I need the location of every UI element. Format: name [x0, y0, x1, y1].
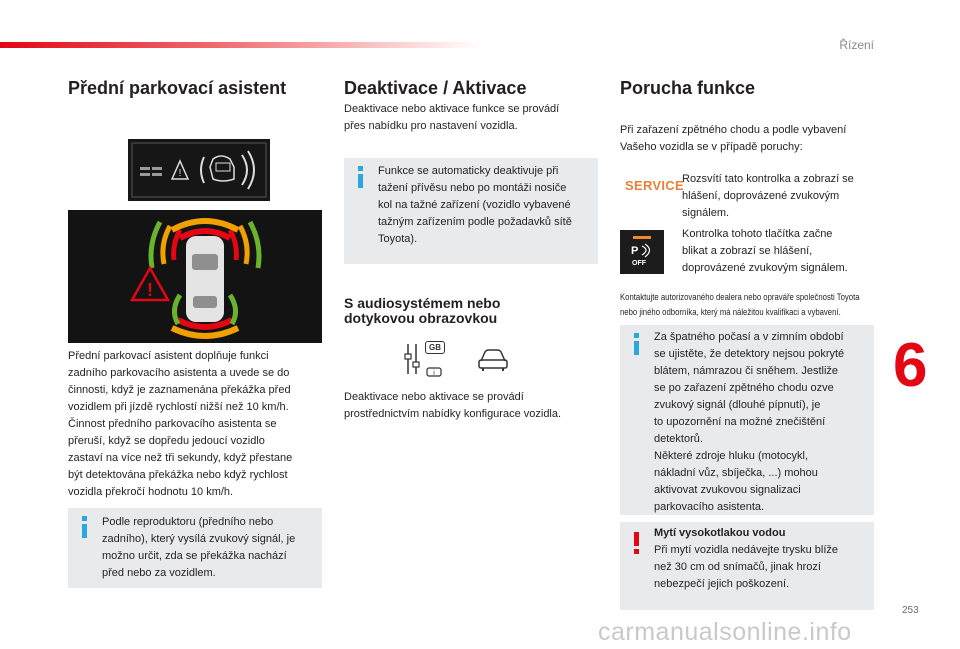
text-line: vozidla překročí hodnotu 10 km/h. — [68, 486, 234, 498]
text-line: vozidlem při jízdě rychlostí nižší než 10 km/h. — [68, 401, 289, 413]
weather-info-box — [620, 325, 874, 515]
dealer-contact-note — [620, 290, 860, 320]
text-line: Deaktivace nebo aktivace se provádí — [344, 391, 524, 403]
vehicle-config-icon — [476, 344, 510, 374]
park-assist-button-icon — [620, 230, 664, 274]
text-line: nákladní vůz, sbíječka, ...) mohou — [654, 467, 818, 479]
header-accent-bar — [0, 42, 480, 48]
text-line: Při zařazení zpětného chodu a podle vybavení — [620, 124, 847, 136]
service-warning-icon: SERVICE — [625, 178, 684, 193]
text-line: signálem. — [682, 207, 730, 219]
text-line: Podle reproduktoru (předního nebo — [102, 516, 274, 528]
text-line: nebo jiného odborníka, který má náležitou kvalifikaci a vybavení. — [620, 307, 841, 317]
text-line: nebezpečí jejich poškození. — [654, 578, 790, 590]
button-blink-text — [682, 226, 848, 277]
text-line: doprovázené zvukovým signálem. — [682, 262, 848, 274]
text-line: před nebo za vozidlem. — [102, 567, 216, 579]
text-line: S audiosystémem nebo — [344, 295, 501, 311]
audio-system-subtitle — [344, 296, 500, 326]
pressure-wash-text — [654, 525, 838, 593]
text-line: Toyota). — [378, 233, 418, 245]
text-line: Přední parkovací asistent doplňuje funkci — [68, 350, 269, 362]
chapter-number: 6 — [893, 331, 928, 400]
weather-info-text — [654, 329, 844, 516]
text-line: Kontaktujte autorizovaného dealera nebo opravářе společnosti Toyota — [620, 292, 860, 302]
text-line: prostřednictvím nabídky konfigurace vozidla. — [344, 408, 562, 420]
button-led-indicator — [633, 236, 651, 239]
auto-deactivation-info-box — [344, 158, 598, 264]
site-watermark: carmanualsonline.info — [598, 618, 852, 646]
text-line: parkovacího asistenta. — [654, 501, 765, 513]
text-line: přeruší, když se dopředu jedoucí vozidlo — [68, 435, 265, 447]
text-line: zvukový signál (dlouhé pípnutí), je — [654, 399, 821, 411]
text-line: zadního parkovacího asistenta a uvede se do — [68, 367, 290, 379]
text-line: zadního), který vysílá zvukový signál, je — [102, 533, 296, 545]
page-number: 253 — [902, 605, 919, 616]
svg-text:P: P — [631, 245, 639, 257]
text-line: blátem, námrazou či sněhem. Jestliže — [654, 365, 839, 377]
service-warning-text — [682, 171, 854, 222]
text-line: blikat a zobrazí se hlášení, — [682, 245, 813, 257]
text-line: Vašeho vozidla se v případě poruchy: — [620, 141, 803, 153]
text-line: být detektována překážka nebo když rychlost — [68, 469, 288, 481]
text-line: detektorů. — [654, 433, 703, 445]
text-line: dotykovou obrazovkou — [344, 310, 498, 326]
text-line: kol na tažné zařízení (vozidlo vybavené — [378, 199, 571, 211]
front-park-assist-description — [68, 348, 292, 501]
text-line: to upozornění na možné znečištění — [654, 416, 826, 428]
deactivation-title: Deaktivace / Aktivace — [344, 78, 527, 98]
speaker-info-box — [68, 508, 322, 588]
park-assist-screen-image — [128, 139, 270, 201]
text-line: možno určit, zda se překážka nachází — [102, 550, 287, 562]
malfunction-intro — [620, 122, 846, 156]
off-label: OFF — [632, 260, 646, 267]
text-line: Deaktivace nebo aktivace funkce se provádí — [344, 103, 560, 115]
text-line: zastaví na více než tři sekundy, když přestane — [68, 452, 293, 464]
deactivation-intro — [344, 101, 559, 135]
audio-system-text — [344, 389, 561, 423]
text-line: než 30 cm od snímačů, jinak hrozí — [654, 561, 821, 573]
text-line: se ujistěte, že detektory nejsou pokryté — [654, 348, 845, 360]
text-line: Rozsvítí tato kontrolka a zobrazí se — [682, 173, 854, 185]
text-line: přes nabídku pro nastavení vozidla. — [344, 120, 518, 132]
text-line: Za špatného počasí a v zimním období — [654, 331, 844, 343]
text-line: tažení přívěsu nebo po montáži nosiče — [378, 182, 567, 194]
text-line: Některé zdroje hluku (motocykl, — [654, 450, 809, 462]
svg-text:!: ! — [147, 280, 153, 300]
text-line: Kontrolka tohoto tlačítka začne — [682, 228, 833, 240]
front-park-assist-title: Přední parkovací asistent — [68, 78, 287, 98]
sensor-zone-diagram — [68, 210, 322, 343]
auto-deactivation-text — [378, 163, 572, 248]
gb-badge: GB — [425, 341, 445, 354]
settings-gb-icon — [404, 340, 448, 378]
svg-text:!: ! — [178, 168, 182, 179]
speaker-info-text — [102, 514, 295, 582]
text-line: činnosti, když je zaznamenána překážka před — [68, 384, 291, 396]
text-line: hlášení, doprovázené zvukovým — [682, 190, 840, 202]
pressure-wash-warning-box — [620, 522, 874, 610]
text-line: Činnost předního parkovacího asistenta se — [68, 418, 277, 430]
text-line: aktivovat zvukovou signalizaci — [654, 484, 801, 496]
text-line: tažným zařízením podle požadavků sítě — [378, 216, 572, 228]
section-label: Řízení — [839, 38, 874, 52]
text-line: Funkce se automaticky deaktivuje při — [378, 165, 559, 177]
malfunction-title: Porucha funkce — [620, 78, 756, 98]
text-line: se po zařazení zpětného chodu ozve — [654, 382, 834, 394]
svg-text:i: i — [433, 370, 435, 377]
warning-title: Mytí vysokotlakou vodou — [654, 527, 786, 539]
text-line: Při mytí vozidla nedávejte trysku blíže — [654, 544, 839, 556]
